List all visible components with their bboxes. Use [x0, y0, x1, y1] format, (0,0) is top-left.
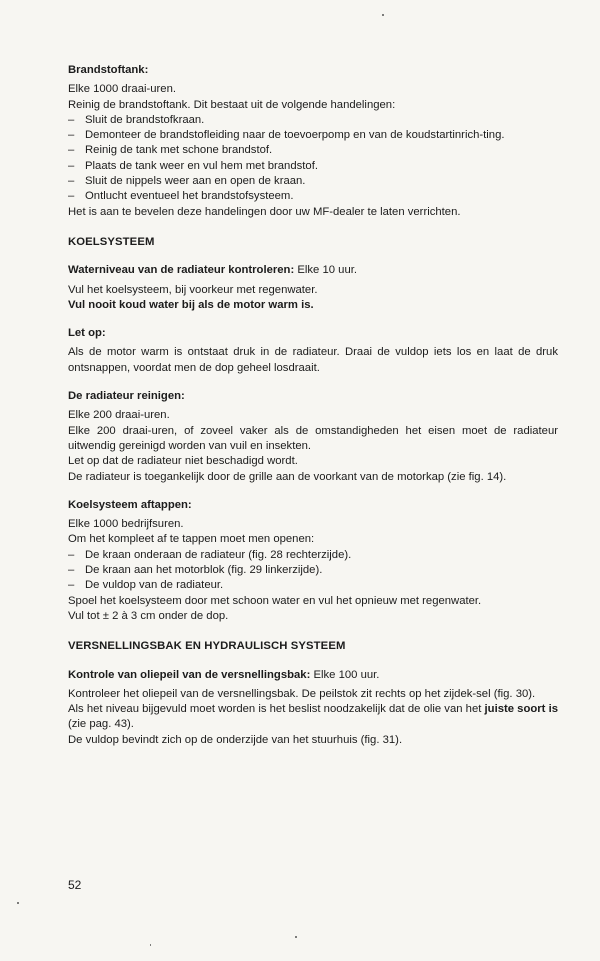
dash-bullet: – [68, 144, 75, 157]
list-item: – Ontlucht eventueel het brandstofsysteem. [68, 189, 558, 204]
scan-speck [17, 902, 19, 904]
reinigen-text: Elke 200 draai-uren, of zoveel vaker als de omstandigheden het eisen moet de radiateur uitwendig gereinigd worden van vuil en insekten. [68, 424, 558, 452]
scan-speck [295, 936, 297, 938]
oliepeil-interval: Elke 100 uur. [310, 668, 380, 681]
oliepeil-cap: De vuldop bevindt zich op de onderzijde van het stuurhuis (fig. 31). [68, 733, 403, 746]
oliepeil-refill: Als het niveau bijgevuld moet worden is het beslist noodzakelijk dat de olie van het juiste soort is (zie pag. 43). [68, 703, 558, 731]
list-item: – De kraan onderaan de radiateur (fig. 28 rechterzijde). [68, 548, 558, 563]
brandstoftank-closing: Het is aan te bevelen deze handelingen door uw MF-dealer te laten verrichten. [68, 205, 461, 218]
waterniveau-instruction: Vul het koelsysteem, bij voorkeur met regenwater. [68, 283, 318, 296]
oliepeil-emphasis: juiste soort is [484, 703, 558, 716]
reinigen-caution: Let op dat de radiateur niet beschadigd wordt. [68, 455, 298, 468]
dash-bullet: – [68, 548, 75, 561]
aftappen-rinse: Spoel het koelsysteem door met schoon water en vul het opnieuw met regenwater. [68, 594, 482, 607]
list-item: – Demonteer de brandstofleiding naar de toevoerpomp en van de koudstartinrich-ting. [68, 128, 558, 143]
dash-bullet: – [68, 175, 75, 188]
waterniveau-interval: Elke 10 uur. [294, 264, 358, 277]
brandstoftank-steps [68, 113, 558, 205]
dash-bullet: – [68, 564, 75, 577]
aftappen-heading: Koelsysteem aftappen: [68, 498, 192, 511]
page-body [68, 63, 558, 748]
section-title-versnellingsbak: VERSNELLINGSBAK EN HYDRAULISCH SYSTEEM [68, 640, 346, 653]
waterniveau-heading: Waterniveau van de radiateur kontroleren: [68, 264, 295, 277]
oliepeil-heading: Kontrole van oliepeil van de versnellingsbak: [68, 668, 311, 681]
list-item: – Sluit de nippels weer aan en open de kraan. [68, 174, 558, 189]
list-item: – De vuldop van de radiateur. [68, 578, 558, 593]
letop-heading: Let op: [68, 327, 106, 340]
dash-bullet: – [68, 159, 75, 172]
reinigen-access: De radiateur is toegankelijk door de grille aan de voorkant van de motorkap (zie fig. 14). [68, 470, 507, 483]
list-item: – Plaats de tank weer en vul hem met brandstof. [68, 159, 558, 174]
letop-text: Als de motor warm is ontstaat druk in de radiateur. Draai de vuldop iets los en laat de druk ontsnappen, voordat men de dop geheel losdraait. [68, 346, 558, 374]
dash-bullet: – [68, 579, 75, 592]
aftappen-intro: Om het kompleet af te tappen moet men openen: [68, 533, 315, 546]
scan-speck [150, 944, 151, 946]
aftappen-interval: Elke 1000 bedrijfsuren. [68, 518, 184, 531]
dash-bullet: – [68, 113, 75, 126]
oliepeil-line [68, 668, 558, 683]
page-number: 52 [68, 878, 82, 892]
aftappen-fill: Vul tot ± 2 à 3 cm onder de dop. [68, 609, 229, 622]
brandstoftank-interval: Elke 1000 draai-uren. [68, 83, 177, 96]
list-item: – Reinig de tank met schone brandstof. [68, 143, 558, 158]
brandstoftank-heading: Brandstoftank: [68, 64, 149, 76]
aftappen-steps [68, 548, 558, 594]
section-title-koelsysteem: KOELSYSTEEM [68, 235, 155, 248]
list-item: – De kraan aan het motorblok (fig. 29 linkerzijde). [68, 563, 558, 578]
brandstoftank-intro: Reinig de brandstoftank. Dit bestaat uit de volgende handelingen: [68, 98, 396, 111]
scan-speck [382, 14, 384, 16]
dash-bullet: – [68, 190, 75, 203]
reinigen-heading: De radiateur reinigen: [68, 390, 185, 403]
reinigen-interval: Elke 200 draai-uren. [68, 409, 170, 422]
oliepeil-text: Kontroleer het oliepeil van de versnellingsbak. De peilstok zit rechts op het zijdek-sel (fig. 30). [68, 687, 536, 700]
waterniveau-warning: Vul nooit koud water bij als de motor warm is. [68, 298, 314, 311]
dash-bullet: – [68, 129, 75, 142]
waterniveau-line [68, 263, 558, 278]
list-item: – Sluit de brandstofkraan. [68, 113, 558, 128]
